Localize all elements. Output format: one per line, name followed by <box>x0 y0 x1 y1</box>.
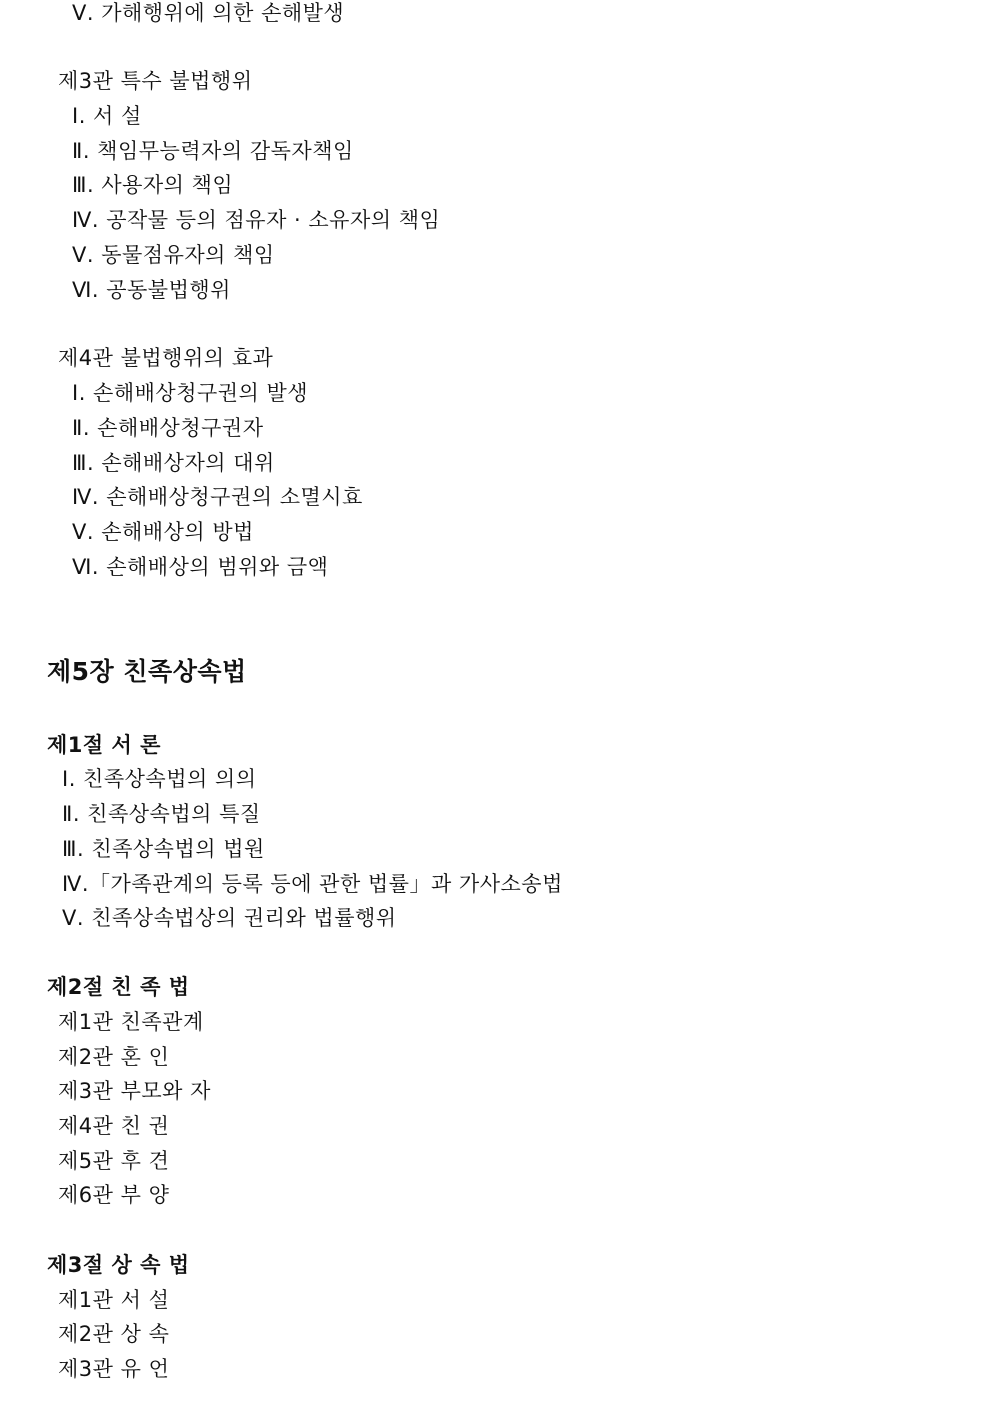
section-heading: 제3절 상 속 법 <box>47 1253 190 1277</box>
toc-item: Ⅰ. 서 설 <box>72 104 142 128</box>
section-heading: 제1절 서 론 <box>47 733 161 757</box>
toc-item: Ⅰ. 친족상속법의 의의 <box>62 767 257 791</box>
toc-item: Ⅵ. 손해배상의 범위와 금액 <box>72 555 329 579</box>
toc-item: Ⅰ. 손해배상청구권의 발생 <box>72 381 309 405</box>
toc-subsection-heading: 제5관 후 견 <box>58 1149 170 1173</box>
toc-item: Ⅵ. 공동불법행위 <box>72 278 231 302</box>
section-heading: 제2절 친 족 법 <box>47 975 190 999</box>
toc-subsection-heading: 제4관 친 권 <box>58 1114 170 1138</box>
toc-item: Ⅴ. 친족상속법상의 권리와 법률행위 <box>62 906 397 930</box>
toc-subsection-heading: 제1관 서 설 <box>58 1288 170 1312</box>
toc-subsection-heading: 제3관 부모와 자 <box>58 1079 211 1103</box>
toc-item: Ⅴ. 가해행위에 의한 손해발생 <box>72 1 345 25</box>
toc-item: Ⅲ. 손해배상자의 대위 <box>72 451 275 475</box>
toc-subsection-heading: 제2관 상 속 <box>58 1322 170 1346</box>
toc-item: Ⅱ. 책임무능력자의 감독자책임 <box>72 139 354 163</box>
toc-item: Ⅳ. 손해배상청구권의 소멸시효 <box>72 485 363 509</box>
toc-item: Ⅴ. 동물점유자의 책임 <box>72 243 275 267</box>
chapter-title: 제5장 친족상속법 <box>47 657 247 686</box>
toc-item: Ⅲ. 친족상속법의 법원 <box>62 837 265 861</box>
toc-subsection-heading: 제3관 특수 불법행위 <box>58 69 253 93</box>
toc-subsection-heading: 제6관 부 양 <box>58 1183 170 1207</box>
toc-item: Ⅱ. 친족상속법의 특질 <box>62 802 261 826</box>
toc-item: Ⅲ. 사용자의 책임 <box>72 173 234 197</box>
toc-subsection-heading: 제4관 불법행위의 효과 <box>58 346 274 370</box>
toc-subsection-heading: 제2관 혼 인 <box>58 1045 170 1069</box>
toc-item: Ⅱ. 손해배상청구권자 <box>72 416 264 440</box>
toc-item: Ⅴ. 손해배상의 방법 <box>72 520 254 544</box>
toc-item: Ⅳ. 공작물 등의 점유자 · 소유자의 책임 <box>72 208 441 232</box>
toc-subsection-heading: 제1관 친족관계 <box>58 1010 204 1034</box>
toc-subsection-heading: 제3관 유 언 <box>58 1357 170 1381</box>
toc-item: Ⅳ.「가족관계의 등록 등에 관한 법률」과 가사소송법 <box>62 872 563 896</box>
